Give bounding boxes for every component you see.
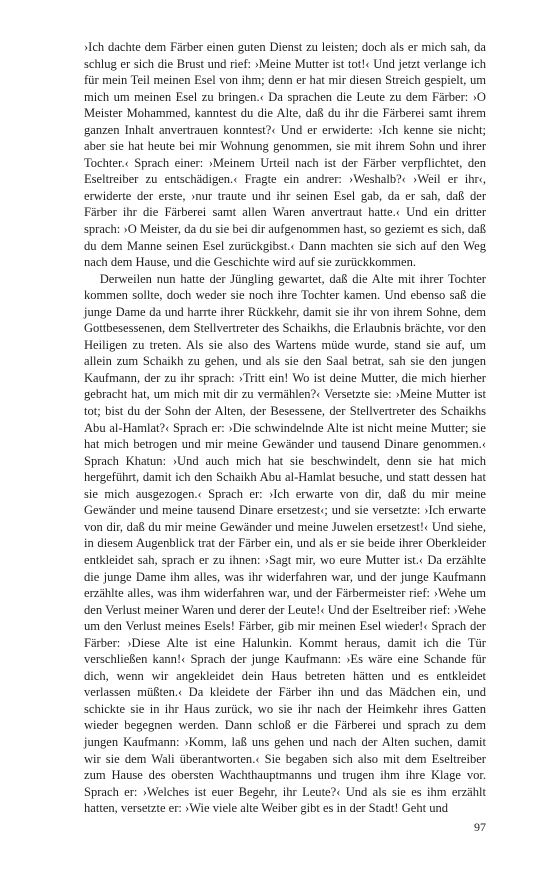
- body-text: [84, 39, 486, 817]
- paragraph-1: ›Ich dachte dem Färber einen guten Dienst zu leisten; doch als er mich sah, da schlug er sich die Brust und rief: ›Meine Mutter ist tot!‹ Und jetzt verlange ich für mein Teil meinen Esel von ihm; denn er hat mir diesen Streich gespielt, um mich um meinen Esel zu bringen.‹ Da sprachen die Leute zu dem Färber: ›O Meister Mohammed, kanntest du die Alte, daß du ihr die Färberei samt ihrem ganzen Inhalt anvertrauen konntest?‹ Und er erwiderte: ›Ich kenne sie nicht; aber sie hat heute bei mir Wohnung genommen, sie mit ihrem Sohn und ihrer Tochter.‹ Sprach einer: ›Meinem Urteil nach ist der Färber verpflichtet, den Eseltreiber zu entschädigen.‹ Fragte ein andrer: ›Weshalb?‹ ›Weil er ihr‹, erwiderte der erste, ›nur traute und ihr seinen Esel gab, da er sah, daß der Färber ihr die Färberei samt allen Waren anvertraut hatte.‹ Und ein dritter sprach: ›O Meister, da du sie bei dir aufgenommen hast, so geziemt es sich, daß du dem Manne seinen Esel zurückgibst.‹ Dann machten sie sich auf den Weg nach dem Hause, und die Geschichte wird auf sie zurückkommen.: [84, 40, 486, 270]
- page-number: 97: [474, 820, 486, 834]
- paragraph-2: Derweilen nun hatte der Jüngling gewartet, daß die Alte mit ihrer Tochter kommen sollte, doch weder sie noch ihre Tochter kamen. Und ebenso saß die junge Dame da und harrte ihrer Rückkehr, damit sie ihr von ihrem Sohne, dem Gottbesessenen, dem Stellvertreter des Schaikhs, die Erlaubnis brächte, vor den Heiligen zu treten. Als sie also des Wartens müde wurde, stand sie auf, um allein zum Schaikh zu gehen, und als sie den Saal betrat, sah sie den jungen Kaufmann, der zu ihr sprach: ›Tritt ein! Wo ist deine Mutter, die mich hierher gebracht hat, um mich mit dir zu vermählen?‹ Versetzte sie: ›Meine Mutter ist tot; bist du der Sohn der Alten, der Besessene, der Stellvertreter des Schaikhs Abu al-Hamlat?‹ Sprach er: ›Die schwindelnde Alte ist nicht meine Mutter; sie hat mich betrogen und mir meine Gewänder und tausend Dinare genommen.‹ Sprach Khatun: ›Und auch mich hat sie beschwindelt, denn sie hat mich hergeführt, damit ich den Schaikh Abu al-Hamlat besuche, und statt dessen hat sie mich ausgezogen.‹ Sprach er: ›Ich erwarte von dir, daß du mir meine Gewänder und meine tausend Dinare ersetzest‹; und sie versetzte: ›Ich erwarte von dir, daß du mir meine Gewänder und meine Juwelen ersetzest!‹ Und siehe, in diesem Augenblick trat der Färber ein, und als er sie beide ihrer Oberkleider entkleidet sah, sprach er zu ihnen: ›Sagt mir, wo eure Mutter ist.‹ Da erzählte die junge Dame ihm alles, was ihr widerfahren war, und der junge Kaufmann erzählte alles, was ihm widerfahren war, und der Färbermeister rief: ›Wehe um den Verlust meiner Waren und derer der Leute!‹ Und der Eseltreiber rief: ›Wehe um den Verlust meines Esels! Färber, gib mir meinen Esel wieder!‹ Sprach der Färber: ›Diese Alte ist eine Halunkin. Kommt heraus, damit ich die Tür verschließen kann!‹ Sprach der junge Kaufmann: ›Es wäre eine Schande für dich, wenn wir angekleidet dein Haus betreten hätten und es entkleidet verlassen müßten.‹ Da kleidete der Färber ihn und das Mädchen ein, und schickte sie in ihr Haus zurück, wo sie ihr nach der Heimkehr ihres Gatten wieder begegnen werden. Dann schloß er die Färberei und sprach zu dem jungen Kaufmann: ›Komm, laß uns gehen und nach der Alten suchen, damit wir sie dem Wali überantworten.‹ Sie begaben sich also mit dem Eseltreiber zum Hause des obersten Wachthauptmanns und trugen ihm ihre Klage vor. Sprach er: ›Welches ist euer Begehr, ihr Leute?‹ Und als sie es ihm erzählt hatten, versetzte er: ›Wie viele alte Weiber gibt es in der Stadt! Geht und: [84, 271, 486, 816]
- book-page: [84, 39, 486, 829]
